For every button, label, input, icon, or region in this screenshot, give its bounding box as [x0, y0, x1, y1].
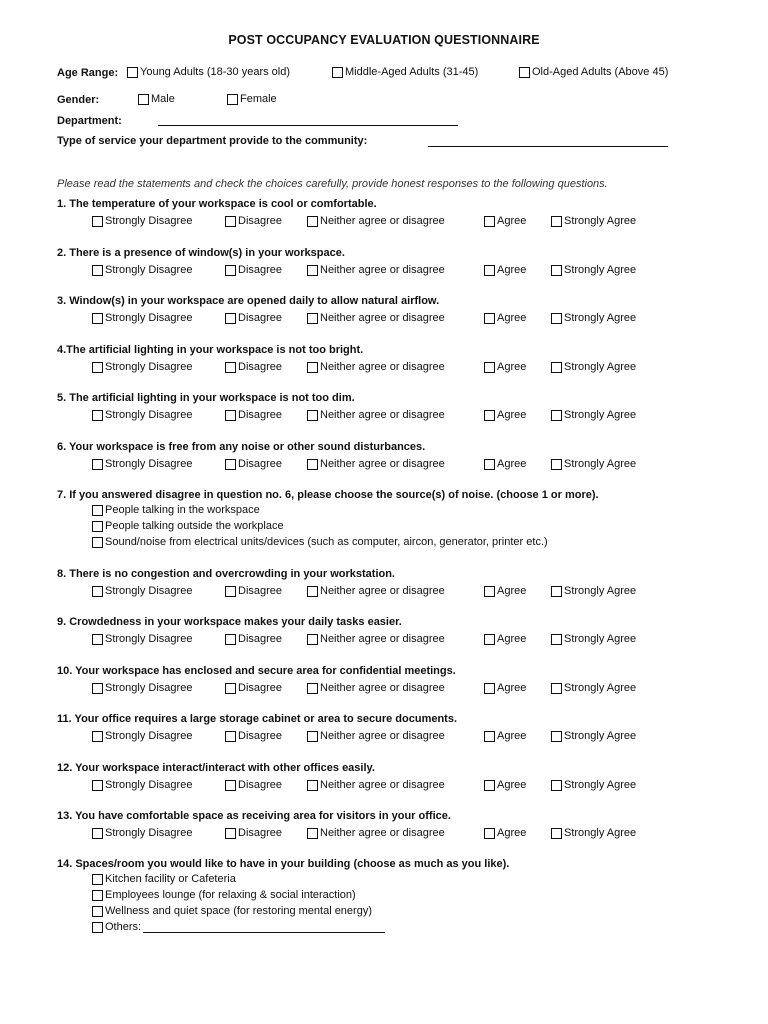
likert-option-disagree[interactable]: Disagree: [225, 361, 282, 373]
age-option-young[interactable]: Young Adults (18-30 years old): [127, 66, 290, 78]
likert-option-strongly-agree[interactable]: Strongly Agree: [551, 361, 636, 373]
checkbox-icon[interactable]: [92, 521, 103, 532]
question-text: 5. The artificial lighting in your workspace is not too dim.: [57, 392, 355, 404]
checkbox-icon[interactable]: [307, 586, 318, 597]
service-field[interactable]: [428, 146, 668, 147]
likert-option-strongly-agree[interactable]: Strongly Agree: [551, 730, 636, 742]
checkbox-icon[interactable]: [92, 313, 103, 324]
question-text: 3. Window(s) in your workspace are opened daily to allow natural airflow.: [57, 295, 440, 307]
checkbox-icon[interactable]: [92, 216, 103, 227]
checkbox-icon[interactable]: [551, 828, 562, 839]
likert-option-strongly-disagree[interactable]: Strongly Disagree: [92, 264, 192, 276]
question-text: 10. Your workspace has enclosed and secure area for confidential meetings.: [57, 665, 456, 677]
likert-option-agree[interactable]: Agree: [484, 779, 526, 791]
checkbox-icon[interactable]: [484, 683, 495, 694]
checkbox-icon[interactable]: [92, 922, 103, 933]
likert-option-agree[interactable]: Agree: [484, 264, 526, 276]
checkbox-icon[interactable]: [225, 634, 236, 645]
likert-option-strongly-disagree[interactable]: Strongly Disagree: [92, 361, 192, 373]
likert-option-neither[interactable]: Neither agree or disagree: [307, 458, 445, 470]
likert-option-neither[interactable]: Neither agree or disagree: [307, 585, 445, 597]
checkbox-icon[interactable]: [484, 362, 495, 373]
likert-option-disagree[interactable]: Disagree: [225, 409, 282, 421]
likert-option-strongly-disagree[interactable]: Strongly Disagree: [92, 312, 192, 324]
checkbox-icon[interactable]: [225, 683, 236, 694]
checkbox-icon[interactable]: [551, 683, 562, 694]
checkbox-icon[interactable]: [551, 634, 562, 645]
checkbox-icon[interactable]: [307, 731, 318, 742]
likert-option-agree[interactable]: Agree: [484, 827, 526, 839]
likert-option-strongly-agree[interactable]: Strongly Agree: [551, 827, 636, 839]
checkbox-icon[interactable]: [225, 216, 236, 227]
multi-option[interactable]: Kitchen facility or Cafeteria: [92, 873, 236, 885]
multi-option[interactable]: People talking outside the workplace: [92, 520, 284, 532]
checkbox-icon[interactable]: [551, 216, 562, 227]
question-text: 9. Crowdedness in your workspace makes your daily tasks easier.: [57, 616, 402, 628]
checkbox-icon[interactable]: [225, 313, 236, 324]
multi-option[interactable]: Sound/noise from electrical units/devices (such as computer, aircon, generator, printer etc.): [92, 536, 548, 548]
likert-option-disagree[interactable]: Disagree: [225, 730, 282, 742]
service-label: Type of service your department provide to the community:: [57, 135, 368, 147]
likert-option-disagree[interactable]: Disagree: [225, 779, 282, 791]
checkbox-icon[interactable]: [484, 780, 495, 791]
likert-option-strongly-agree[interactable]: Strongly Agree: [551, 409, 636, 421]
checkbox-icon[interactable]: [127, 67, 138, 78]
checkbox-icon[interactable]: [484, 265, 495, 276]
question-text: 13. You have comfortable space as receiving area for visitors in your office.: [57, 810, 451, 822]
likert-option-strongly-disagree[interactable]: Strongly Disagree: [92, 730, 192, 742]
instructions-text: Please read the statements and check the choices carefully, provide honest responses to the following questions.: [57, 178, 608, 190]
checkbox-icon[interactable]: [92, 874, 103, 885]
checkbox-icon[interactable]: [225, 410, 236, 421]
question-text: 2. There is a presence of window(s) in your workspace.: [57, 247, 345, 259]
likert-option-agree[interactable]: Agree: [484, 730, 526, 742]
likert-option-neither[interactable]: Neither agree or disagree: [307, 361, 445, 373]
checkbox-icon[interactable]: [551, 313, 562, 324]
likert-option-strongly-agree[interactable]: Strongly Agree: [551, 585, 636, 597]
checkbox-icon[interactable]: [307, 459, 318, 470]
checkbox-icon[interactable]: [551, 586, 562, 597]
checkbox-icon[interactable]: [92, 410, 103, 421]
likert-option-disagree[interactable]: Disagree: [225, 312, 282, 324]
checkbox-icon[interactable]: [307, 683, 318, 694]
likert-option-disagree[interactable]: Disagree: [225, 264, 282, 276]
question-text: 14. Spaces/room you would like to have in your building (choose as much as you like).: [57, 858, 510, 870]
checkbox-icon[interactable]: [307, 362, 318, 373]
likert-option-strongly-disagree[interactable]: Strongly Disagree: [92, 682, 192, 694]
checkbox-icon[interactable]: [92, 828, 103, 839]
checkbox-icon[interactable]: [484, 459, 495, 470]
likert-option-agree[interactable]: Agree: [484, 585, 526, 597]
likert-option-strongly-agree[interactable]: Strongly Agree: [551, 458, 636, 470]
checkbox-icon[interactable]: [225, 586, 236, 597]
checkbox-icon[interactable]: [138, 94, 149, 105]
checkbox-icon[interactable]: [307, 780, 318, 791]
checkbox-icon[interactable]: [92, 459, 103, 470]
question-text: 4.The artificial lighting in your workspace is not too bright.: [57, 344, 364, 356]
checkbox-icon[interactable]: [92, 731, 103, 742]
checkbox-icon[interactable]: [225, 362, 236, 373]
multi-option[interactable]: Employees lounge (for relaxing & social interaction): [92, 889, 356, 901]
question-text: 1. The temperature of your workspace is cool or comfortable.: [57, 198, 377, 210]
checkbox-icon[interactable]: [307, 828, 318, 839]
likert-option-agree[interactable]: Agree: [484, 312, 526, 324]
likert-option-agree[interactable]: Agree: [484, 458, 526, 470]
age-option-old[interactable]: Old-Aged Adults (Above 45): [519, 66, 668, 78]
checkbox-icon[interactable]: [551, 362, 562, 373]
checkbox-icon[interactable]: [551, 731, 562, 742]
checkbox-icon[interactable]: [92, 780, 103, 791]
likert-option-neither[interactable]: Neither agree or disagree: [307, 264, 445, 276]
likert-option-disagree[interactable]: Disagree: [225, 585, 282, 597]
likert-option-strongly-agree[interactable]: Strongly Agree: [551, 215, 636, 227]
likert-option-strongly-disagree[interactable]: Strongly Disagree: [92, 215, 192, 227]
gender-label: Gender:: [57, 94, 100, 106]
likert-option-disagree[interactable]: Disagree: [225, 682, 282, 694]
likert-option-agree[interactable]: Agree: [484, 215, 526, 227]
likert-option-agree[interactable]: Agree: [484, 633, 526, 645]
likert-option-neither[interactable]: Neither agree or disagree: [307, 779, 445, 791]
checkbox-icon[interactable]: [92, 906, 103, 917]
checkbox-icon[interactable]: [484, 313, 495, 324]
others-field[interactable]: [143, 922, 385, 933]
likert-option-neither[interactable]: Neither agree or disagree: [307, 633, 445, 645]
question-text: 7. If you answered disagree in question no. 6, please choose the source(s) of noise. (choose 1 or more).: [57, 489, 599, 501]
checkbox-icon[interactable]: [227, 94, 238, 105]
checkbox-icon[interactable]: [92, 537, 103, 548]
likert-option-agree[interactable]: Agree: [484, 409, 526, 421]
multi-option[interactable]: Others:: [92, 921, 385, 933]
likert-option-strongly-agree[interactable]: Strongly Agree: [551, 633, 636, 645]
checkbox-icon[interactable]: [92, 362, 103, 373]
question-text: 8. There is no congestion and overcrowding in your workstation.: [57, 568, 395, 580]
checkbox-icon[interactable]: [225, 731, 236, 742]
multi-option[interactable]: People talking in the workspace: [92, 504, 260, 516]
checkbox-icon[interactable]: [551, 780, 562, 791]
checkbox-icon[interactable]: [484, 216, 495, 227]
checkbox-icon[interactable]: [519, 67, 530, 78]
checkbox-icon[interactable]: [307, 216, 318, 227]
checkbox-icon[interactable]: [225, 828, 236, 839]
multi-option[interactable]: Wellness and quiet space (for restoring mental energy): [92, 905, 372, 917]
likert-option-strongly-agree[interactable]: Strongly Agree: [551, 779, 636, 791]
question-text: 12. Your workspace interact/interact with other offices easily.: [57, 762, 375, 774]
checkbox-icon[interactable]: [225, 780, 236, 791]
checkbox-icon[interactable]: [551, 459, 562, 470]
likert-option-neither[interactable]: Neither agree or disagree: [307, 827, 445, 839]
likert-option-neither[interactable]: Neither agree or disagree: [307, 682, 445, 694]
likert-option-neither[interactable]: Neither agree or disagree: [307, 730, 445, 742]
likert-option-agree[interactable]: Agree: [484, 682, 526, 694]
likert-option-neither[interactable]: Neither agree or disagree: [307, 215, 445, 227]
checkbox-icon[interactable]: [307, 265, 318, 276]
likert-option-strongly-agree[interactable]: Strongly Agree: [551, 682, 636, 694]
checkbox-icon[interactable]: [92, 634, 103, 645]
checkbox-icon[interactable]: [92, 265, 103, 276]
checkbox-icon[interactable]: [92, 586, 103, 597]
likert-option-strongly-disagree[interactable]: Strongly Disagree: [92, 633, 192, 645]
checkbox-icon[interactable]: [307, 634, 318, 645]
checkbox-icon[interactable]: [332, 67, 343, 78]
gender-option-female[interactable]: Female: [227, 93, 277, 105]
gender-option-male[interactable]: Male: [138, 93, 175, 105]
checkbox-icon[interactable]: [551, 410, 562, 421]
checkbox-icon[interactable]: [307, 313, 318, 324]
checkbox-icon[interactable]: [484, 410, 495, 421]
likert-option-strongly-disagree[interactable]: Strongly Disagree: [92, 585, 192, 597]
likert-option-disagree[interactable]: Disagree: [225, 827, 282, 839]
checkbox-icon[interactable]: [225, 459, 236, 470]
question-text: 6. Your workspace is free from any noise or other sound disturbances.: [57, 441, 426, 453]
checkbox-icon[interactable]: [484, 586, 495, 597]
department-field[interactable]: [158, 125, 458, 126]
likert-option-agree[interactable]: Agree: [484, 361, 526, 373]
likert-option-strongly-disagree[interactable]: Strongly Disagree: [92, 779, 192, 791]
checkbox-icon[interactable]: [484, 731, 495, 742]
question-text: 11. Your office requires a large storage cabinet or area to secure documents.: [57, 713, 458, 725]
likert-option-strongly-disagree[interactable]: Strongly Disagree: [92, 458, 192, 470]
checkbox-icon[interactable]: [484, 634, 495, 645]
likert-option-strongly-agree[interactable]: Strongly Agree: [551, 312, 636, 324]
age-option-middle[interactable]: Middle-Aged Adults (31-45): [332, 66, 478, 78]
likert-option-strongly-agree[interactable]: Strongly Agree: [551, 264, 636, 276]
checkbox-icon[interactable]: [92, 683, 103, 694]
checkbox-icon[interactable]: [92, 890, 103, 901]
checkbox-icon[interactable]: [484, 828, 495, 839]
checkbox-icon[interactable]: [551, 265, 562, 276]
likert-option-neither[interactable]: Neither agree or disagree: [307, 409, 445, 421]
likert-option-strongly-disagree[interactable]: Strongly Disagree: [92, 827, 192, 839]
checkbox-icon[interactable]: [92, 505, 103, 516]
likert-option-neither[interactable]: Neither agree or disagree: [307, 312, 445, 324]
checkbox-icon[interactable]: [225, 265, 236, 276]
likert-option-disagree[interactable]: Disagree: [225, 633, 282, 645]
department-label: Department:: [57, 115, 122, 127]
likert-option-disagree[interactable]: Disagree: [225, 458, 282, 470]
likert-option-strongly-disagree[interactable]: Strongly Disagree: [92, 409, 192, 421]
checkbox-icon[interactable]: [307, 410, 318, 421]
age-range-label: Age Range:: [57, 67, 119, 79]
page-title: POST OCCUPANCY EVALUATION QUESTIONNAIRE: [228, 33, 540, 47]
likert-option-disagree[interactable]: Disagree: [225, 215, 282, 227]
